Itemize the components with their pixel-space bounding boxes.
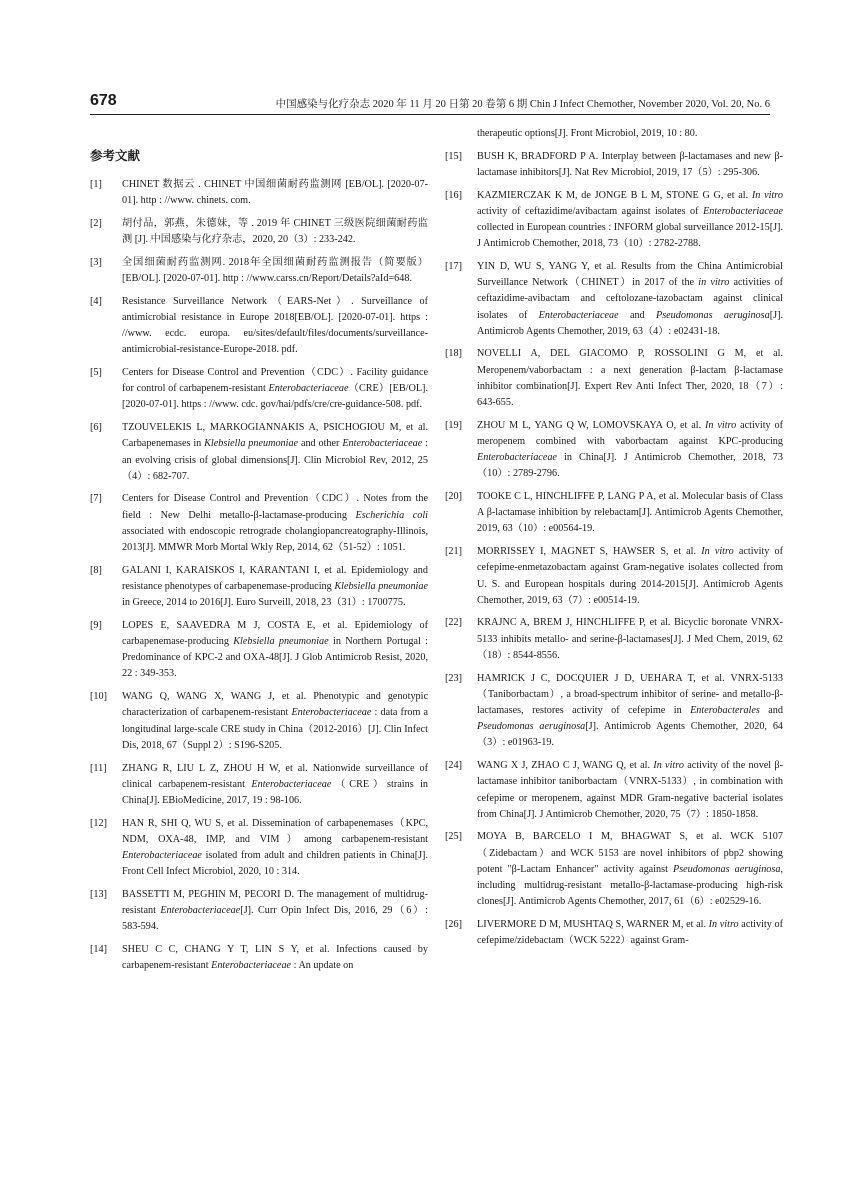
- reference-item: [445, 917, 783, 949]
- reference-text: [122, 493, 428, 553]
- text-segment: collected in European countries : INFORM global surveillance 2012-15[J]. J Antimicrob Chemother, 2018, 73（10）: 2782-2788.: [477, 222, 783, 250]
- reference-number: [3]: [90, 256, 102, 268]
- text-segment: WANG X J, ZHAO C J, WANG Q, et al.: [477, 760, 654, 772]
- reference-number: [20]: [445, 491, 462, 503]
- reference-number: [15]: [445, 150, 462, 162]
- italic-term: Enterobacteriaceae: [211, 960, 292, 972]
- text-segment: isolated from adult and children patients in China[J]. Front Cell Infect Microbiol, 2020, 10 : 314.: [122, 850, 428, 878]
- right-column: [445, 126, 783, 1136]
- text-segment: activity of the novel β-lactamase inhibitor taniborbactam（VNRX-5133）, in combination with cefepime or meropenem, against MDR Gram-negative bacterial isolates from China[J]. J Antimicrob Chemother, 2020, 75（7）: 1850-1858.: [477, 760, 783, 820]
- text-segment: activity of cefepime/zidebactam（WCK 5222）against Gram-: [477, 918, 783, 947]
- reference-text: [122, 179, 428, 206]
- text-segment: [J]. Antimicrob Agents Chemother, 2019, 63（4）: e02431-18.: [477, 309, 783, 337]
- italic-term: in vitro: [698, 277, 730, 289]
- text-segment: activity of ceftazidime/avibactam against isolates of: [477, 205, 704, 217]
- reference-item: [90, 761, 428, 810]
- reference-number: [19]: [445, 419, 462, 431]
- reference-text: [477, 261, 783, 337]
- reference-item: [445, 544, 783, 609]
- italic-term: Klebsiella pneumoniae: [233, 636, 329, 648]
- reference-number: [21]: [445, 546, 462, 558]
- italic-term: Escherichia coli: [355, 509, 428, 521]
- text-segment: in China[J]. J Antimicrob Chemother, 2018, 73（10）: 2789-2796.: [477, 452, 783, 480]
- reference-item: [90, 942, 428, 974]
- italic-term: Enterobacteriaceae: [342, 438, 423, 450]
- italic-term: In vitro: [751, 189, 783, 201]
- text-segment: KRAJNC A, BREM J, HINCHLIFFE P, et al. Bicyclic boronate VNRX-5133 inhibits metallo- and serine-β-lactamases[J]. J Med Chem, 2019, 62（18）: 8544-8556.: [477, 617, 783, 661]
- text-segment: : data from a longitudinal large-scale CRE study in China（2012-2016）[J]. Clin Infect Dis, 2018, 67（Suppl 2）: S196-S205.: [122, 707, 428, 751]
- reference-number: [1]: [90, 179, 102, 190]
- text-segment: 全国细菌耐药监测网. 2018年全国细菌耐药监测报告（简要版）[EB/OL]. [2020-07-01]. http : //www.carss.cn/Report/Details?aId=648.: [122, 256, 428, 285]
- reference-text: [122, 763, 428, 806]
- reference-text: [477, 348, 783, 408]
- text-segment: activity of meropenem combined with vaborbactam against KPC-producing: [477, 419, 783, 447]
- text-segment: GALANI I, KARAISKOS I, KARANTANI I, et al. Epidemiology and resistance phenotypes of carbapenemase-producing: [122, 564, 428, 592]
- reference-text: [122, 422, 428, 482]
- reference-item: [90, 365, 428, 414]
- text-segment: WANG Q, WANG X, WANG J, et al. Phenotypic and genotypic characterization of carbapenem-resistant: [122, 691, 428, 719]
- italic-term: Klebsiella pneumoniae: [204, 438, 299, 450]
- text-segment: ZHOU M L, YANG Q W, LOMOVSKAYA O, et al.: [477, 419, 706, 431]
- reference-text: [122, 218, 428, 245]
- text-segment: YIN D, WU S, YANG Y, et al. Results from the China Antimicrobial Surveillance Network（CHINET）in 2017 of the: [477, 260, 783, 289]
- reference-text: [122, 889, 428, 932]
- reference-continuation: therapeutic options[J]. Front Microbiol, 2019, 10 : 80.: [477, 128, 698, 139]
- reference-text: [477, 760, 783, 820]
- text-segment: NOVELLI A, DEL GIACOMO P, ROSSOLINI G M, et al. Meropenem/vaborbactam : a next generation β-lactam β-lactamase inhibitor combination[J]. Expert Rev Anti Infect Ther, 2020, 18（7）: 643-655.: [477, 348, 783, 409]
- reference-number: [14]: [90, 944, 107, 956]
- reference-text: [477, 151, 783, 178]
- text-segment: LIVERMORE D M, MUSHTAQ S, WARNER M, et al.: [477, 918, 709, 930]
- reference-item: [445, 346, 783, 411]
- reference-text: [122, 691, 428, 751]
- reference-item: [445, 829, 783, 910]
- reference-number: [24]: [445, 760, 462, 772]
- reference-item: [445, 489, 783, 538]
- reference-number: [23]: [445, 672, 462, 684]
- left-column: [90, 146, 428, 1156]
- italic-term: In vitro: [708, 918, 739, 930]
- reference-text: [122, 944, 428, 971]
- text-segment: , including multidrug-resistant metallo-β-lactamase-producing high-risk clones[J]. Antimicrob Agents Chemother, 2017, 61（6）: e02529-16.: [477, 863, 783, 908]
- reference-text: [477, 190, 783, 250]
- reference-number: [22]: [445, 617, 462, 629]
- reference-number: [9]: [90, 619, 102, 631]
- text-segment: CHINET 数据云 . CHINET 中国细菌耐药监测网 [EB/OL]. [2020-07-01]. http : //www. chinets. com.: [122, 179, 428, 207]
- reference-text: [477, 420, 783, 480]
- italic-term: Enterobacteriaceae: [538, 309, 619, 321]
- italic-term: Enterobacteriaceae: [477, 452, 557, 464]
- text-segment: KAZMIERCZAK K M, de JONGE B L M, STONE G G, et al.: [477, 189, 752, 201]
- reference-number: [7]: [90, 493, 102, 505]
- page-header: [90, 92, 770, 112]
- reference-number: [16]: [445, 189, 462, 201]
- text-segment: SHEU C C, CHANG Y T, LIN S Y, et al. Infections caused by carbapenem-resistant: [122, 944, 428, 972]
- reference-item: [445, 671, 783, 752]
- reference-text: [477, 546, 783, 606]
- italic-term: Enterobacteriaceae: [122, 850, 202, 862]
- italic-term: Pseudomonas aeruginosa: [655, 309, 770, 321]
- text-segment: in Northern Portugal : Predominance of KPC-2 and OXA-48[J]. J Glob Antimicrob Resist, 2020, 22 : 349-353.: [122, 636, 428, 680]
- reference-item: [90, 887, 428, 936]
- reference-number: [13]: [90, 888, 107, 900]
- reference-item: [90, 294, 428, 359]
- text-segment: HAN R, SHI Q, WU S, et al. Dissemination of carbapenemases（KPC, NDM, OXA-48, IMP, and VIM）among carbapenem-resistant: [122, 817, 428, 845]
- reference-number: [8]: [90, 564, 102, 576]
- reference-number: [2]: [90, 217, 102, 229]
- reference-number: [4]: [90, 295, 102, 307]
- text-segment: [J]. Curr Opin Infect Dis, 2016, 29（6）: 583-594.: [122, 905, 428, 933]
- text-segment: 胡付品，郭燕，朱德妹，等 . 2019 年 CHINET 三级医院细菌耐药监测 [J]. 中国感染与化疗杂志，2020, 20（3）: 233-242.: [122, 217, 428, 246]
- reference-number: [12]: [90, 817, 107, 829]
- text-segment: and: [759, 705, 783, 716]
- reference-text: [122, 257, 428, 284]
- text-segment: Resistance Surveillance Network（EARS-Net）. Surveillance of antimicrobial resistance in Europe 2018[EB/OL]. [2020-07-01]. https : //www. ecdc. europa. eu/sites/default/files/documents/surveillance-antimicrobial-resistance-Europe-2018. pdf.: [122, 295, 428, 356]
- reference-item: [90, 816, 428, 881]
- italic-term: Pseudomonas aeruginosa: [672, 863, 781, 875]
- running-head: 中国感染与化疗杂志 2020 年 11 月 20 日第 20 卷第 6 期 Chin J Infect Chemother, November 2020, Vol. 20, No. 6: [275, 99, 770, 110]
- reference-item: [90, 618, 428, 683]
- italic-term: Enterobacteriaceae: [251, 778, 332, 790]
- header-rule: [90, 114, 770, 115]
- reference-list-right: [445, 149, 783, 950]
- text-segment: activity of cefepime-enmetazobactam against Gram-negative isolates collected from U. S. and European hospitals during 2014-2015[J]. Antimicrob Agents Chemother, 2019, 63（7）: e00514-19.: [477, 546, 783, 606]
- text-segment: in Greece, 2014 to 2016[J]. Euro Surveill, 2018, 23（31）: 1700775.: [122, 597, 406, 609]
- reference-number: [17]: [445, 260, 462, 272]
- text-segment: LOPES E, SAAVEDRA M J, COSTA E, et al. Epidemiology of carbapenemase-producing: [122, 619, 428, 648]
- text-segment: : An update on: [291, 960, 354, 972]
- text-segment: activities of ceftazidime-avibactam and ceftolozane-tazobactam against clinical isolates of: [477, 277, 783, 321]
- reference-text: [122, 296, 428, 356]
- text-segment: （CRE）[EB/OL]. [2020-07-01]. https : //www. cdc. gov/hai/pdfs/cre/cre-guidance-508. pdf.: [122, 383, 428, 411]
- italic-term: In vitro: [705, 419, 737, 431]
- reference-item: [445, 149, 783, 181]
- reference-number: [26]: [445, 918, 462, 930]
- italic-term: Enterobacteriaceae: [703, 205, 783, 217]
- reference-text: [122, 620, 428, 680]
- reference-list-left: [90, 177, 428, 974]
- section-title: 参考文献: [90, 148, 141, 163]
- reference-item: [445, 188, 783, 253]
- text-segment: BUSH K, BRADFORD P A. Interplay between β-lactamases and new β-lactamase inhibitors[J]. Nat Rev Microbiol, 2019, 17（5）: 295-306.: [477, 150, 783, 178]
- text-segment: TOOKE C L, HINCHLIFFE P, LANG P A, et al. Molecular basis of Class A β-lactamase inhibition by relebactam[J]. Antimicrob Agents Chemother, 2019, 63（10）: e00564-19.: [477, 491, 783, 535]
- reference-item: [445, 418, 783, 483]
- reference-number: [6]: [90, 422, 102, 434]
- page-number: 678: [90, 92, 117, 109]
- reference-text: [477, 673, 783, 749]
- reference-text: [477, 919, 783, 946]
- reference-text: [477, 491, 783, 534]
- reference-text: [477, 617, 783, 660]
- italic-term: Enterobacterales: [690, 705, 760, 716]
- italic-term: Enterobacteriaceae: [160, 905, 241, 917]
- text-segment: TZOUVELEKIS L, MARKOGIANNAKIS A, PSICHOGIOU M, et al. Carbapenemases in: [122, 422, 428, 450]
- italic-term: Klebsiella pneumoniae: [334, 580, 428, 592]
- reference-text: [477, 831, 783, 907]
- text-segment: （CRE）strains in China[J]. EBioMedicine, 2017, 19 : 98-106.: [122, 778, 428, 806]
- text-segment: MOYA B, BARCELO I M, BHAGWAT S, et al. WCK 5107（Zidebactam）and WCK 5153 are novel inhibitors of pbp2 showing potent "β-Lactam Enhancer" activity against: [477, 831, 783, 875]
- reference-item: [90, 689, 428, 754]
- text-segment: MORRISSEY I, MAGNET S, HAWSER S, et al.: [477, 546, 702, 558]
- text-segment: ZHANG R, LIU L Z, ZHOU H W, et al. Nationwide surveillance of clinical carbapenem-resistant: [122, 762, 428, 790]
- reference-item: [90, 420, 428, 485]
- reference-item: [90, 563, 428, 612]
- reference-number: [10]: [90, 691, 107, 703]
- reference-number: [25]: [445, 831, 462, 843]
- text-segment: HAMRICK J C, DOCQUIER J D, UEHARA T, et al. VNRX-5133（Taniborbactam）, a broad-spectrum inhibitor of serine- and metallo-β-lactamases, restores activity of cefepime in: [477, 672, 783, 716]
- reference-item: [445, 259, 783, 340]
- text-segment: Centers for Disease Control and Prevention（CDC）. Notes from the field : New Delhi metallo-β-lactamase-producing: [122, 493, 428, 521]
- reference-number: [5]: [90, 367, 102, 379]
- reference-item: [445, 615, 783, 664]
- reference-text: [122, 565, 428, 608]
- reference-text: [122, 818, 428, 878]
- italic-term: Pseudomonas aeruginosa: [477, 721, 586, 733]
- italic-term: In vitro: [653, 760, 684, 772]
- text-segment: : an evolving crisis of global dimensions[J]. Clin Microbiol Rev, 2012, 25（4）: 682-707.: [122, 438, 428, 482]
- reference-item: [445, 758, 783, 823]
- reference-item: [90, 255, 428, 287]
- reference-item: [90, 177, 428, 209]
- reference-number: [11]: [90, 762, 107, 774]
- text-segment: and other: [298, 438, 343, 450]
- text-segment: [J]. Antimicrob Agents Chemother, 2020, 64（3）: e01963-19.: [477, 721, 783, 749]
- text-segment: BASSETTI M, PEGHIN M, PECORI D. The management of multidrug-resistant: [122, 888, 428, 917]
- reference-text: [122, 367, 428, 410]
- reference-number: [18]: [445, 348, 462, 360]
- text-segment: Centers for Disease Control and Prevention（CDC）. Facility guidance for control of carbapenem-resistant: [122, 367, 428, 395]
- text-segment: and: [618, 309, 656, 321]
- reference-item: [90, 216, 428, 248]
- text-segment: associated with endoscopic retrograde cholangiopancreatography-Illinois, 2013[J]. MMWR Morb Mortal Wkly Rep, 2014, 62（51-52）: 1051.: [122, 525, 428, 554]
- reference-item: [90, 491, 428, 556]
- italic-term: In vitro: [701, 546, 734, 558]
- italic-term: Enterobacteriaceae: [268, 383, 349, 395]
- italic-term: Enterobacteriaceae: [291, 707, 372, 719]
